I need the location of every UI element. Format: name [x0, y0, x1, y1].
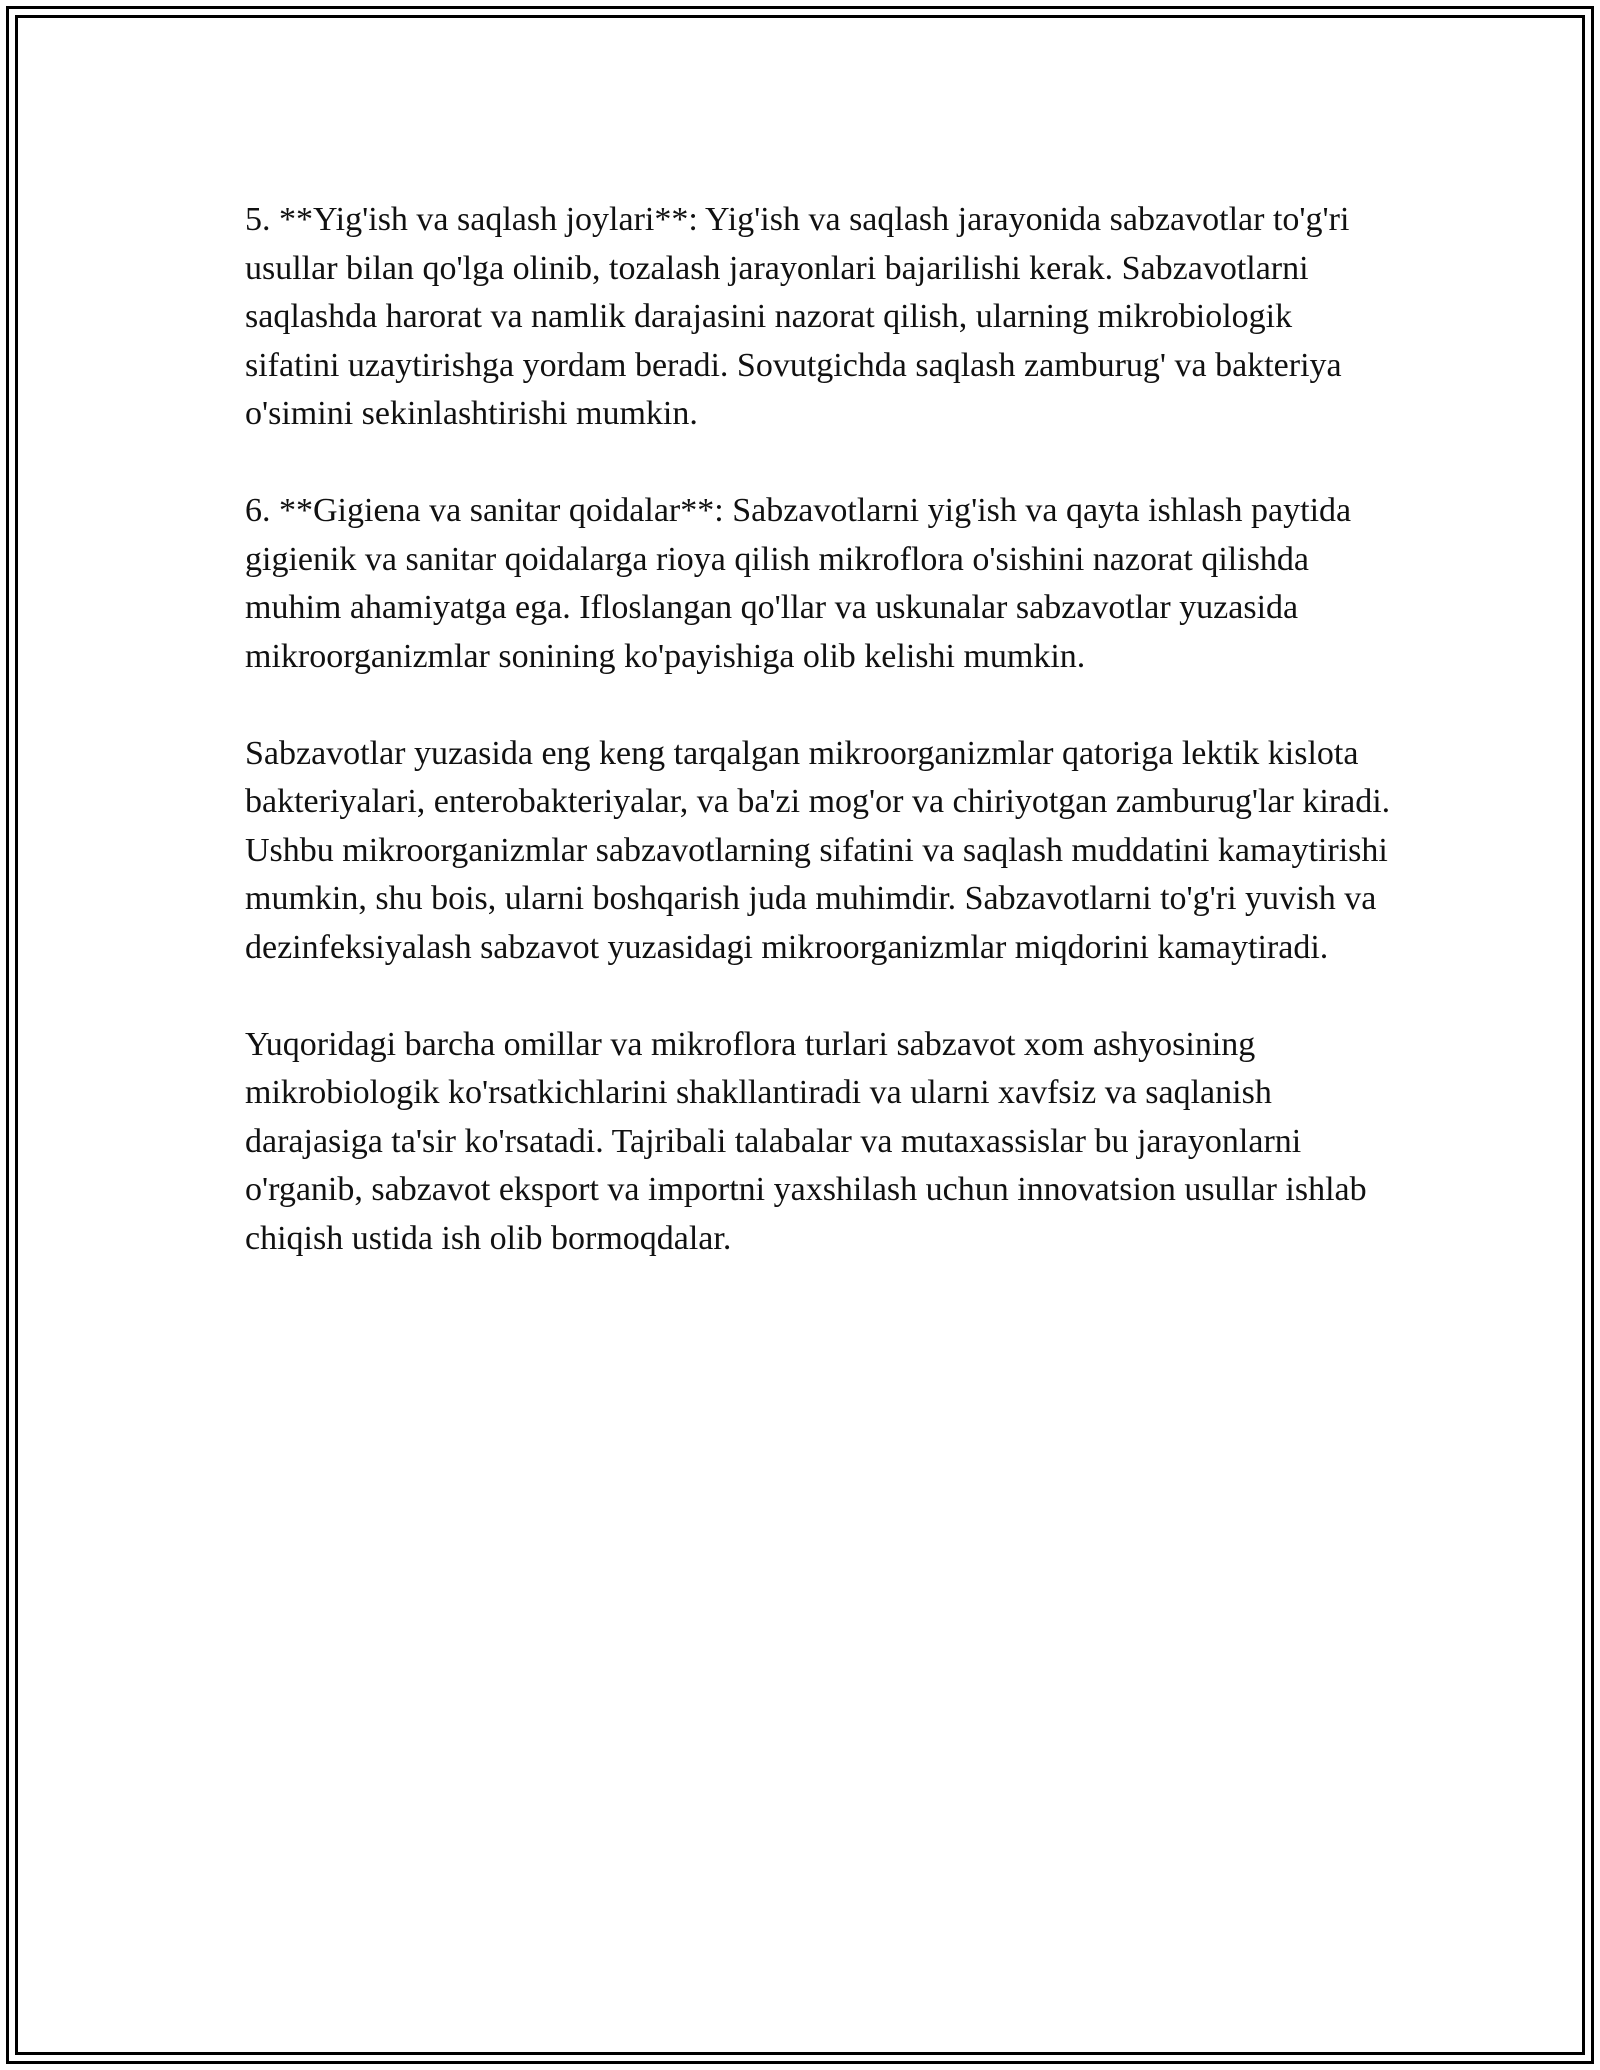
page-frame: [6, 6, 1594, 2064]
paragraph-conclusion: Yuqoridagi barcha omillar va mikroflora turlari sabzavot xom ashyosining mikrobiologik ko'rsatkichlarini shakllantiradi va ularni xavfsiz va saqlanish darajasiga ta'sir ko'rsatadi. Tajribali talabalar va mutaxassislar bu jarayonlarni o'rganib, sabzavot eksport va importni yaxshilash uchun innovatsion usullar ishlab chiqish ustida ish olib bormoqdalar.: [245, 1025, 1367, 1257]
paragraph-storage-locations: 5. **Yig'ish va saqlash joylari**: Yig'ish va saqlash jarayonida sabzavotlar to'g'ri usullar bilan qo'lga olinib, tozalash jarayonlari bajarilishi kerak. Sabzavotlarni saqlashda harorat va namlik darajasini nazorat qilish, ularning mikrobiologik sifatini uzaytirishga yordam beradi. Sovutgichda saqlash zamburug' va bakteriya o'simini sekinlashtirishi mumkin.: [245, 201, 1350, 432]
document-body: [245, 196, 1395, 1312]
paragraph-hygiene-rules: 6. **Gigiena va sanitar qoidalar**: Sabzavotlarni yig'ish va qayta ishlash paytida gigienik va sanitar qoidalarga rioya qilish mikroflora o'sishini nazorat qilishda muhim ahamiyatga ega. Ifloslangan qo'llar va uskunalar sabzavotlar yuzasida mikroorganizmlar sonining ko'payishiga olib kelishi mumkin.: [245, 492, 1352, 675]
paragraph-common-microorganisms: Sabzavotlar yuzasida eng keng tarqalgan mikroorganizmlar qatoriga lektik kislota bakteriyalari, enterobakteriyalar, va ba'zi mog'or va chiriyotgan zamburug'lar kiradi. Ushbu mikroorganizmlar sabzavotlarning sifatini va saqlash muddatini kamaytirishi mumkin, shu bois, ularni boshqarish juda muhimdir. Sabzavotlarni to'g'ri yuvish va dezinfeksiyalash sabzavot yuzasidagi mikroorganizmlar miqdorini kamaytiradi.: [245, 734, 1391, 966]
